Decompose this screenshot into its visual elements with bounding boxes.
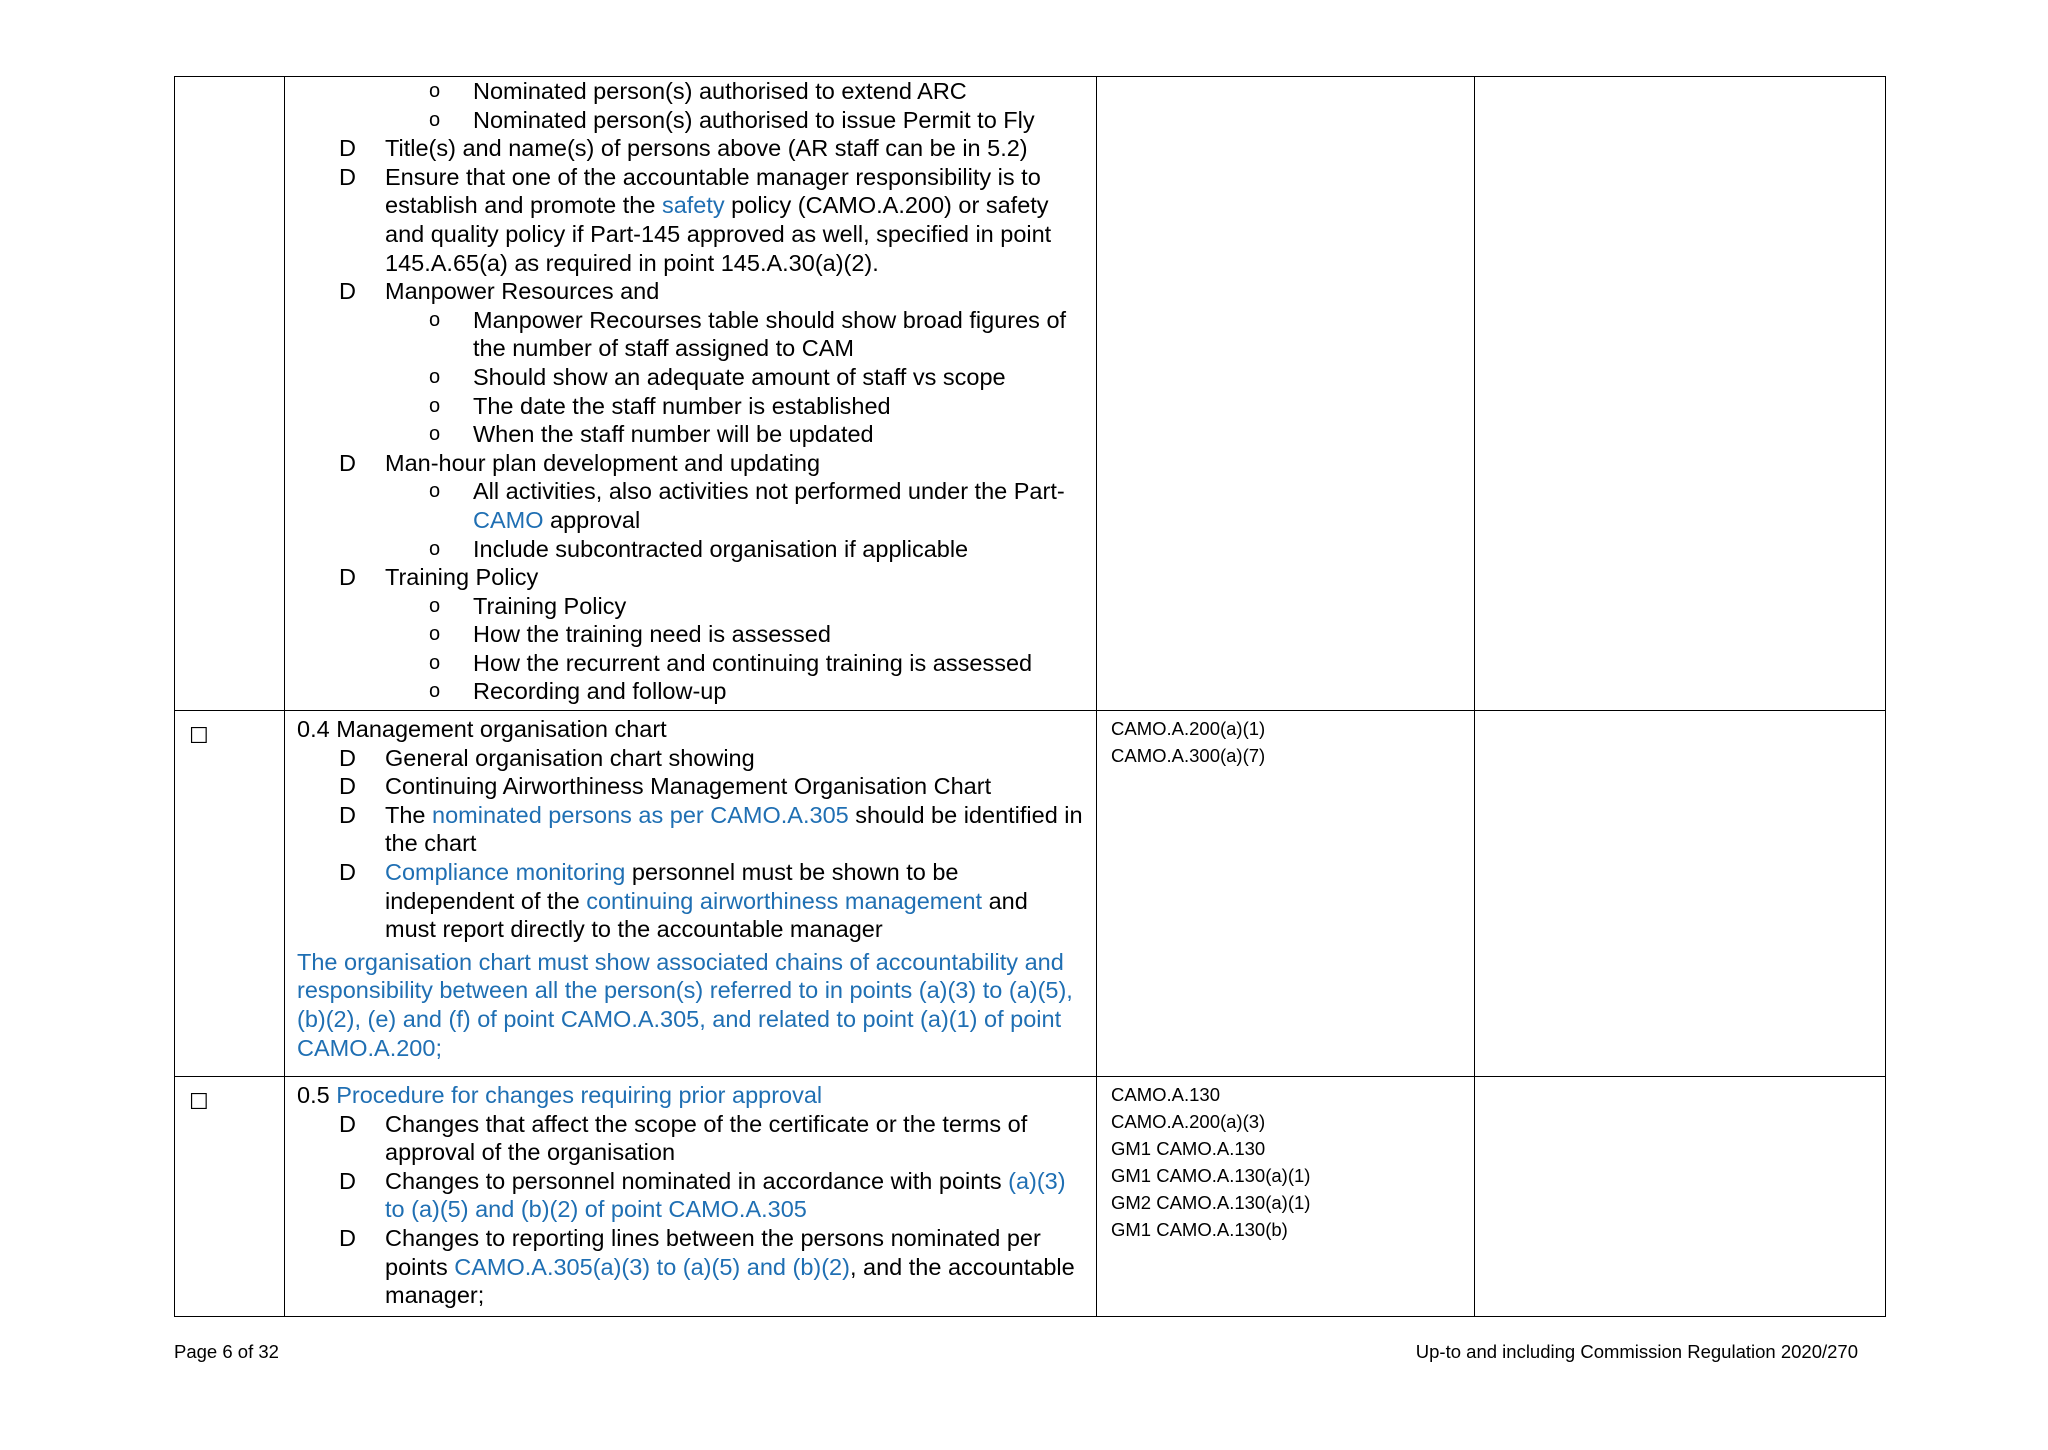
text-fragment: Changes to personnel nominated in accordance with points: [385, 1167, 1009, 1194]
checkbox-cell: [175, 77, 285, 711]
text-fragment: How the recurrent and continuing training is assessed: [473, 649, 1033, 676]
reference-item: CAMO.A.130: [1111, 1084, 1220, 1105]
bullet-marker: o: [429, 594, 441, 617]
bullet-marker: D: [339, 449, 356, 476]
bullet-item: [297, 1224, 1084, 1310]
row-content: [285, 715, 1096, 1062]
text-fragment: Title(s) and name(s) of persons above (AR staff can be in 5.2): [385, 135, 1028, 162]
reference-item: GM2 CAMO.A.130(a)(1): [1111, 1192, 1311, 1213]
bullet-marker: D: [339, 1224, 356, 1251]
text-fragment: All activities, also activities not performed under the Part-: [473, 478, 1065, 505]
bullet-marker: o: [429, 308, 441, 331]
bullet-marker: o: [429, 480, 441, 503]
sub-bullet-item: [297, 535, 1084, 564]
bullet-item: [297, 744, 1084, 773]
sub-bullet-item: [297, 592, 1084, 621]
text-fragment: policy (CAMO.A.200) or safety and quality policy if Part-145 approved as well, specified in point 145.A.65(a) as required in point 145.A.30(a)(2).: [385, 192, 1052, 276]
sub-bullet-item: [297, 77, 1084, 106]
bullet-marker: o: [429, 651, 441, 674]
bullet-marker: o: [429, 680, 441, 703]
checkbox-cell: [175, 711, 285, 1077]
page-number: Page 6 of 32: [174, 1341, 279, 1362]
bullet-marker: D: [339, 163, 356, 190]
text-fragment: The date the staff number is established: [473, 392, 891, 419]
bullet-marker: o: [429, 365, 441, 388]
text-fragment: safety: [661, 192, 725, 219]
content-cell: [285, 711, 1097, 1077]
text-fragment: Compliance monitoring: [385, 858, 626, 885]
text-fragment: Include subcontracted organisation if applicable: [473, 535, 969, 562]
section-text: [297, 1081, 1084, 1110]
bullet-item: [297, 801, 1084, 858]
checkbox-cell: [175, 1077, 285, 1317]
sub-bullet-item: [297, 477, 1084, 534]
bullet-item: [297, 1110, 1084, 1167]
bullet-item: [297, 858, 1084, 944]
text-fragment: Nominated person(s) authorised to issue Permit to Fly: [473, 106, 1035, 133]
text-fragment: The organisation chart must show associated chains of accountability and responsibility between all the person(s) referred to in points (a)(3) to (a)(5), (b)(2), (e) and (f) of point CAMO.A.305, and related to point (a)(1) of point CAMO.A.200;: [297, 948, 1073, 1061]
reference-item: GM1 CAMO.A.130(b): [1111, 1219, 1288, 1240]
text-fragment: Should show an adequate amount of staff vs scope: [473, 363, 1006, 390]
text-fragment: Continuing Airworthiness Management Organisation Chart: [385, 773, 992, 800]
bullet-item: [297, 277, 1084, 306]
bullet-marker: D: [339, 858, 356, 885]
bullet-item: [297, 449, 1084, 478]
text-fragment: How the training need is assessed: [473, 621, 831, 648]
bullet-marker: D: [339, 1167, 356, 1194]
reference-list: [1097, 711, 1474, 769]
bullet-marker: D: [339, 744, 356, 771]
text-fragment: nominated persons as per CAMO.A.305: [432, 801, 849, 828]
sub-bullet-item: [297, 106, 1084, 135]
bullet-marker: o: [429, 423, 441, 446]
bullet-marker: D: [339, 1110, 356, 1137]
sub-bullet-item: [297, 306, 1084, 363]
bullet-item: [297, 563, 1084, 592]
text-fragment: should be identified in the chart: [385, 801, 1083, 857]
bullet-marker: o: [429, 537, 441, 560]
bullet-marker: D: [339, 773, 356, 800]
bullet-item: [297, 1167, 1084, 1224]
reference-item: CAMO.A.200(a)(3): [1111, 1111, 1266, 1132]
text-fragment: 0.4 Management organisation chart: [297, 716, 667, 742]
reference-cell: [1097, 711, 1475, 1077]
text-fragment: Nominated person(s) authorised to extend ARC: [473, 78, 967, 104]
bullet-marker: o: [429, 623, 441, 646]
text-fragment: The: [385, 801, 433, 828]
bullet-item: [297, 134, 1084, 163]
bullet-marker: D: [339, 801, 356, 828]
table-row: [175, 1077, 1886, 1317]
text-fragment: Manpower Resources and: [385, 278, 660, 305]
reference-item: CAMO.A.200(a)(1): [1111, 718, 1266, 739]
row-content: [285, 77, 1096, 706]
reference-item: GM1 CAMO.A.130: [1111, 1138, 1266, 1159]
section-text: [297, 715, 1084, 744]
section-text: [297, 948, 1084, 1062]
sub-bullet-item: [297, 677, 1084, 706]
text-fragment: Changes that affect the scope of the certificate or the terms of approval of the organisation: [385, 1110, 1028, 1166]
text-fragment: Training Policy: [473, 592, 627, 619]
bullet-marker: o: [429, 108, 441, 131]
bullet-marker: D: [339, 564, 356, 591]
content-cell: [285, 1077, 1097, 1317]
checkbox[interactable]: ☐: [189, 723, 209, 748]
text-fragment: Changes to reporting lines between the persons nominated per points: [385, 1224, 1041, 1280]
remarks-cell: [1475, 77, 1886, 711]
text-fragment: Ensure that one of the accountable manager responsibility is to establish and promote the: [385, 163, 1041, 219]
text-fragment: Recording and follow-up: [473, 678, 727, 705]
sub-bullet-item: [297, 363, 1084, 392]
bullet-item: [297, 163, 1084, 277]
bullet-item: [297, 772, 1084, 801]
reference-list: [1097, 1077, 1474, 1243]
text-fragment: , and the accountable manager;: [385, 1253, 1075, 1309]
reference-item: CAMO.A.300(a)(7): [1111, 745, 1266, 766]
remarks-cell: [1475, 1077, 1886, 1317]
table-row: [175, 711, 1886, 1077]
row-content: [285, 1081, 1096, 1310]
text-fragment: Training Policy: [385, 564, 539, 591]
text-fragment: CAMO.A.305(a)(3) to (a)(5) and (b)(2): [454, 1253, 850, 1280]
text-fragment: General organisation chart showing: [385, 744, 755, 771]
sub-bullet-item: [297, 420, 1084, 449]
text-fragment: 0.5: [297, 1082, 337, 1108]
reference-item: GM1 CAMO.A.130(a)(1): [1111, 1165, 1311, 1186]
content-cell: [285, 77, 1097, 711]
regulation-note: Up-to and including Commission Regulation 2020/270: [1415, 1341, 1858, 1362]
text-fragment: CAMO: [473, 506, 544, 533]
bullet-marker: o: [429, 80, 441, 102]
bullet-marker: D: [339, 135, 356, 162]
text-fragment: approval: [543, 506, 641, 533]
text-fragment: and must report directly to the accountable manager: [385, 887, 1028, 943]
remarks-cell: [1475, 711, 1886, 1077]
reference-cell: [1097, 1077, 1475, 1317]
text-fragment: continuing airworthiness management: [586, 887, 983, 914]
text-fragment: Manpower Recourses table should show broad figures of the number of staff assigned to CAM: [473, 306, 1067, 362]
bullet-marker: o: [429, 394, 441, 417]
checklist-table: [174, 76, 1886, 1317]
sub-bullet-item: [297, 392, 1084, 421]
reference-cell: [1097, 77, 1475, 711]
bullet-marker: D: [339, 278, 356, 305]
checkbox[interactable]: ☐: [189, 1089, 209, 1114]
table-row: [175, 77, 1886, 711]
text-fragment: Man-hour plan development and updating: [385, 449, 821, 476]
sub-bullet-item: [297, 620, 1084, 649]
sub-bullet-item: [297, 649, 1084, 678]
text-fragment: Procedure for changes requiring prior approval: [336, 1082, 823, 1108]
text-fragment: (a)(3) to (a)(5) and (b)(2) of point CAMO.A.305: [385, 1167, 1066, 1223]
text-fragment: personnel must be shown to be independent of the: [385, 858, 959, 914]
text-fragment: When the staff number will be updated: [473, 421, 874, 448]
